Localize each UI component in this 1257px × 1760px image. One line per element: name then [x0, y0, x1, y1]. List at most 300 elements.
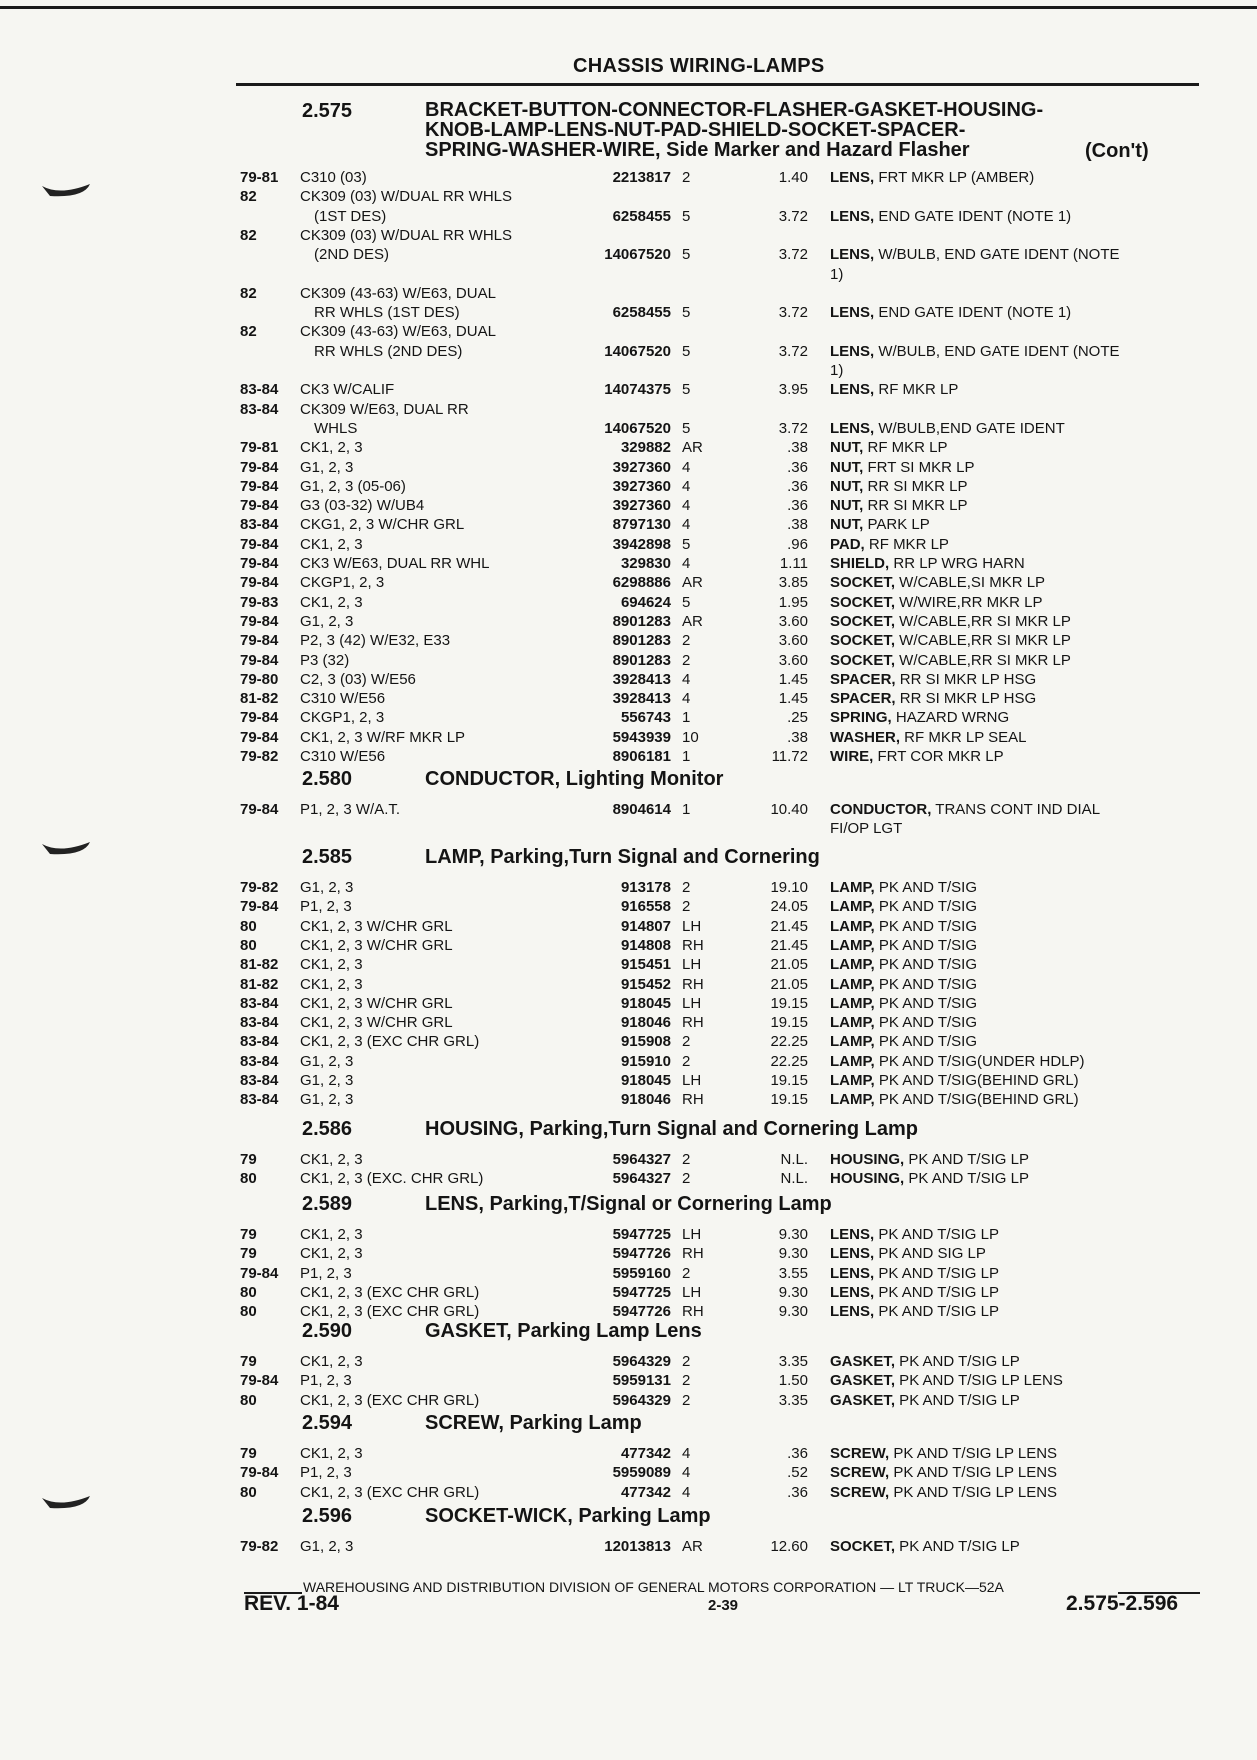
part-noun: SCREW, — [830, 1445, 890, 1462]
quantity: 4 — [682, 1483, 691, 1501]
price: 3.72 — [778, 207, 808, 225]
part-number: 12013813 — [604, 1538, 671, 1555]
part-detail: RF MKR LP — [864, 535, 949, 553]
part-number: 14067520 — [604, 419, 671, 437]
price: 1.40 — [778, 169, 808, 186]
table-row — [0, 303, 1257, 322]
year-range: 83-84 — [240, 1014, 279, 1032]
price: 19.15 — [770, 994, 808, 1012]
part-number: 918046 — [620, 1014, 671, 1032]
table-row — [0, 322, 1257, 341]
table-row — [0, 819, 1257, 838]
model-code: CK309 (43-63) W/E63, DUAL — [300, 323, 496, 341]
part-number: 916558 — [620, 898, 671, 916]
part-noun: LAMP, — [830, 1091, 875, 1109]
model-code: CK1, 2, 3 W/CHR GRL — [300, 1014, 453, 1032]
part-number: 5959131 — [612, 1372, 671, 1390]
price: 3.85 — [778, 574, 808, 592]
part-noun: HOUSING, — [830, 1170, 905, 1188]
quantity: 4 — [682, 1445, 691, 1462]
section-title-line: SPRING-WASHER-WIRE, Side Marker and Hazard Flasher — [425, 139, 970, 161]
part-number: 14074375 — [604, 381, 671, 399]
price: 3.72 — [778, 342, 808, 360]
part-noun: SOCKET, — [830, 593, 896, 611]
part-noun: LAMP, — [830, 1052, 875, 1070]
page-title: CHASSIS WIRING-LAMPS — [573, 55, 825, 77]
part-description — [830, 554, 1190, 573]
model-code: CK1, 2, 3 — [300, 593, 363, 611]
quantity: 4 — [682, 497, 691, 515]
table-row — [0, 670, 1257, 689]
table-row — [0, 1264, 1257, 1283]
quantity: 2 — [682, 632, 691, 650]
year-range: 79 — [240, 1353, 257, 1370]
section-number: 2.585 — [302, 846, 353, 868]
table-row — [0, 708, 1257, 727]
part-description — [830, 955, 1190, 974]
part-noun: GASKET, — [830, 1391, 896, 1409]
quantity: 5 — [682, 593, 691, 611]
price: 3.60 — [778, 612, 808, 630]
part-description — [830, 361, 1190, 380]
quantity: 4 — [682, 670, 691, 688]
quantity: 5 — [682, 207, 691, 225]
part-noun: SCREW, — [830, 1464, 890, 1482]
part-description — [830, 419, 1190, 438]
part-description — [830, 651, 1190, 670]
model-code: P1, 2, 3 — [300, 898, 352, 916]
part-detail: FRT MKR LP (AMBER) — [874, 169, 1035, 186]
part-number: 3928413 — [612, 690, 671, 708]
quantity: 5 — [682, 246, 691, 264]
price: 3.35 — [778, 1391, 808, 1409]
part-detail: PK AND T/SIG — [874, 917, 977, 935]
part-noun: LENS, — [830, 419, 875, 437]
part-noun: LAMP, — [830, 1033, 875, 1051]
quantity: 4 — [682, 477, 691, 495]
part-detail: RF MKR LP SEAL — [900, 728, 1027, 746]
part-description — [830, 1283, 1190, 1302]
part-detail: TRANS CONT IND DIAL — [931, 801, 1101, 818]
part-detail: PK AND T/SIG LP — [895, 1538, 1020, 1555]
part-detail: HAZARD WRNG — [891, 709, 1010, 727]
part-noun: LENS, — [830, 246, 875, 264]
model-code: P1, 2, 3 — [300, 1372, 352, 1390]
year-range: 83-84 — [240, 1072, 279, 1089]
table-row — [0, 1090, 1257, 1109]
part-number: 14067520 — [604, 342, 671, 360]
year-range: 79-83 — [240, 593, 279, 611]
year-range: 80 — [240, 1303, 257, 1321]
quantity: RH — [682, 1245, 704, 1263]
part-noun: WASHER, — [830, 728, 901, 746]
binder-hole-mark — [40, 838, 100, 860]
quantity: 4 — [682, 690, 691, 708]
price: 21.45 — [770, 936, 808, 954]
price: 22.25 — [770, 1033, 808, 1051]
model-code: CK1, 2, 3 — [300, 1245, 363, 1263]
quantity: LH — [682, 1283, 702, 1301]
part-description — [830, 819, 1190, 838]
part-detail: W/CABLE,RR SI MKR LP — [895, 651, 1071, 669]
price: 19.15 — [770, 1072, 808, 1089]
price: N.L. — [780, 1170, 808, 1188]
year-range: 79 — [240, 1226, 257, 1243]
year-range: 79-84 — [240, 555, 279, 572]
part-noun: LAMP, — [830, 994, 875, 1012]
year-range: 79-82 — [240, 1538, 279, 1555]
part-description — [830, 631, 1190, 650]
part-noun: LENS, — [830, 1303, 875, 1321]
year-range: 83-84 — [240, 1052, 279, 1070]
part-noun: WIRE, — [830, 748, 874, 765]
part-number: 5947726 — [612, 1303, 671, 1321]
model-code: C310 W/E56 — [300, 748, 386, 765]
part-detail: PK AND T/SIG LP — [874, 1283, 999, 1301]
part-detail: RR LP WRG HARN — [889, 555, 1025, 572]
part-number: 5964329 — [612, 1391, 671, 1409]
model-code: CK1, 2, 3 (EXC CHR GRL) — [300, 1283, 480, 1301]
part-number: 918045 — [620, 1072, 671, 1089]
price: .36 — [787, 458, 808, 476]
part-description — [830, 689, 1190, 708]
model-code: CK1, 2, 3 — [300, 535, 363, 553]
section-number: 2.586 — [302, 1118, 353, 1140]
part-description — [830, 1264, 1190, 1283]
price: .36 — [787, 1483, 808, 1501]
part-description — [830, 612, 1190, 631]
top-border-rule — [0, 6, 1257, 9]
year-range: 79-84 — [240, 1264, 279, 1282]
price: 3.55 — [778, 1264, 808, 1282]
table-row — [0, 438, 1257, 457]
part-description — [830, 1052, 1190, 1071]
part-description — [830, 496, 1190, 515]
year-range: 79-84 — [240, 477, 279, 495]
quantity: 4 — [682, 555, 691, 572]
part-number: 6258455 — [612, 207, 671, 225]
part-description — [830, 1391, 1190, 1410]
table-row — [0, 1302, 1257, 1321]
part-description — [830, 1352, 1190, 1371]
part-number: 5947725 — [612, 1226, 671, 1243]
part-number: 6298886 — [612, 574, 671, 592]
part-description — [830, 1537, 1190, 1556]
section-title-line: KNOB-LAMP-LENS-NUT-PAD-SHIELD-SOCKET-SPACER- — [425, 119, 966, 141]
model-code: RR WHLS (2ND DES) — [314, 342, 463, 360]
part-number: 8901283 — [612, 612, 671, 630]
quantity: 2 — [682, 1033, 691, 1051]
part-description — [830, 168, 1190, 187]
part-number: 5959089 — [612, 1464, 671, 1482]
part-description — [830, 303, 1190, 322]
part-description — [830, 265, 1190, 284]
part-number: 5943939 — [612, 728, 671, 746]
table-row — [0, 1483, 1257, 1502]
quantity: 5 — [682, 381, 691, 399]
price: 1.50 — [778, 1372, 808, 1390]
part-description — [830, 535, 1190, 554]
model-code: CKGP1, 2, 3 — [300, 574, 385, 592]
section-number: 2.596 — [302, 1505, 353, 1527]
table-row — [0, 477, 1257, 496]
model-code: P1, 2, 3 — [300, 1464, 352, 1482]
year-range: 79-84 — [240, 497, 279, 515]
part-noun: NUT, — [830, 439, 864, 457]
part-description — [830, 515, 1190, 534]
part-description — [830, 593, 1190, 612]
model-code: RR WHLS (1ST DES) — [314, 304, 460, 322]
year-range: 82 — [240, 323, 257, 341]
part-noun: SPRING, — [830, 709, 892, 727]
price: .52 — [787, 1464, 808, 1482]
part-number: 914808 — [620, 936, 671, 954]
price: 12.60 — [770, 1538, 808, 1555]
model-code: WHLS — [314, 419, 358, 437]
table-row — [0, 400, 1257, 419]
year-range: 79-82 — [240, 748, 279, 765]
part-detail: PK AND T/SIG(UNDER HDLP) — [874, 1052, 1085, 1070]
year-range: 81-82 — [240, 690, 279, 708]
table-row — [0, 419, 1257, 438]
part-number: 3942898 — [612, 535, 671, 553]
section-title: SCREW, Parking Lamp — [425, 1412, 642, 1434]
part-description — [830, 438, 1190, 457]
table-row — [0, 1052, 1257, 1071]
page-number: 2-39 — [708, 1597, 739, 1614]
part-number: 477342 — [620, 1483, 671, 1501]
price: 1.95 — [778, 593, 808, 611]
table-row — [0, 1283, 1257, 1302]
part-description — [830, 728, 1190, 747]
part-description — [830, 1150, 1190, 1169]
part-number: 3928413 — [612, 670, 671, 688]
section-title: CONDUCTOR, Lighting Monitor — [425, 768, 724, 790]
quantity: 1 — [682, 709, 691, 727]
year-range: 79-84 — [240, 612, 279, 630]
part-number: 915451 — [620, 956, 671, 974]
part-noun: NUT, — [830, 497, 864, 515]
quantity: AR — [682, 574, 703, 592]
section-title: LENS, Parking,T/Signal or Cornering Lamp — [425, 1193, 832, 1215]
model-code: CK1, 2, 3 — [300, 975, 363, 993]
model-code: CK309 (43-63) W/E63, DUAL — [300, 284, 496, 302]
price: .38 — [787, 728, 808, 746]
table-row — [0, 284, 1257, 303]
part-detail: PK AND T/SIG LP — [895, 1353, 1020, 1370]
quantity: 2 — [682, 879, 691, 896]
part-description — [830, 380, 1190, 399]
quantity: 2 — [682, 1151, 691, 1168]
part-detail: PK AND T/SIG LP — [874, 1226, 999, 1243]
part-detail: W/BULB,END GATE IDENT — [874, 419, 1065, 437]
model-code: CK1, 2, 3 — [300, 1151, 363, 1168]
title-rule — [236, 83, 1199, 86]
part-noun: SOCKET, — [830, 632, 896, 650]
model-code: CK1, 2, 3 — [300, 1226, 363, 1243]
part-detail: RR SI MKR LP HSG — [895, 670, 1037, 688]
part-description — [830, 878, 1190, 897]
part-description — [830, 975, 1190, 994]
part-number: 8906181 — [612, 748, 671, 765]
part-number: 915910 — [620, 1052, 671, 1070]
part-noun: NUT, — [830, 516, 864, 534]
quantity: RH — [682, 1091, 704, 1109]
model-code: CK1, 2, 3 — [300, 439, 363, 457]
quantity: RH — [682, 975, 704, 993]
price: 9.30 — [778, 1283, 808, 1301]
part-detail: PK AND T/SIG — [874, 975, 977, 993]
table-row — [0, 226, 1257, 245]
part-detail: RR SI MKR LP — [863, 477, 968, 495]
price: 24.05 — [770, 898, 808, 916]
part-number: 918046 — [620, 1091, 671, 1109]
part-detail: FI/OP LGT — [830, 820, 903, 838]
part-noun: CONDUCTOR, — [830, 801, 932, 818]
part-number: 918045 — [620, 994, 671, 1012]
part-description — [830, 458, 1190, 477]
part-number: 2213817 — [612, 169, 671, 186]
year-range: 80 — [240, 917, 257, 935]
part-noun: LAMP, — [830, 1072, 875, 1089]
section-number: 2.589 — [302, 1193, 353, 1215]
part-description — [830, 1071, 1190, 1090]
year-range: 79 — [240, 1445, 257, 1462]
year-range: 82 — [240, 226, 257, 244]
year-range: 80 — [240, 1391, 257, 1409]
price: 19.10 — [770, 879, 808, 896]
model-code: CK3 W/CALIF — [300, 381, 395, 399]
price: 22.25 — [770, 1052, 808, 1070]
year-range: 79-84 — [240, 709, 279, 727]
quantity: 2 — [682, 898, 691, 916]
model-code: P3 (32) — [300, 651, 350, 669]
quantity: LH — [682, 1072, 702, 1089]
model-code: P1, 2, 3 W/A.T. — [300, 801, 401, 818]
model-code: G1, 2, 3 — [300, 1072, 354, 1089]
quantity: 10 — [682, 728, 699, 746]
price: 1.45 — [778, 690, 808, 708]
model-code: C2, 3 (03) W/E56 — [300, 670, 416, 688]
quantity: LH — [682, 956, 702, 974]
part-number: 329830 — [620, 555, 671, 572]
quantity: 2 — [682, 651, 691, 669]
year-range: 80 — [240, 936, 257, 954]
year-range: 80 — [240, 1483, 257, 1501]
part-noun: LENS, — [830, 1245, 875, 1263]
price: 3.95 — [778, 381, 808, 399]
table-row — [0, 1444, 1257, 1463]
year-range: 79-84 — [240, 651, 279, 669]
year-range: 80 — [240, 1170, 257, 1188]
section-title: HOUSING, Parking,Turn Signal and Cornering Lamp — [425, 1118, 919, 1140]
part-detail: PK AND T/SIG(BEHIND GRL) — [874, 1072, 1079, 1089]
price: 21.45 — [770, 917, 808, 935]
part-description — [830, 936, 1190, 955]
part-detail: PK AND T/SIG — [874, 879, 977, 896]
table-row — [0, 1463, 1257, 1482]
year-range: 79 — [240, 1245, 257, 1263]
table-row — [0, 897, 1257, 916]
part-noun: SOCKET, — [830, 612, 896, 630]
model-code: P1, 2, 3 — [300, 1264, 352, 1282]
part-number: 8904614 — [612, 801, 671, 818]
table-row — [0, 1032, 1257, 1051]
price: 3.72 — [778, 419, 808, 437]
year-range: 79-84 — [240, 898, 279, 916]
part-number: 5964327 — [612, 1170, 671, 1188]
model-code: CK1, 2, 3 (EXC. CHR GRL) — [300, 1170, 484, 1188]
quantity: 1 — [682, 748, 691, 765]
part-detail: PK AND T/SIG LP LENS — [889, 1445, 1058, 1462]
table-row — [0, 535, 1257, 554]
model-code: G1, 2, 3 — [300, 879, 354, 896]
table-row — [0, 1013, 1257, 1032]
part-noun: SOCKET, — [830, 651, 896, 669]
part-number: 556743 — [620, 709, 671, 727]
footer-division-text: WAREHOUSING AND DISTRIBUTION DIVISION OF GENERAL MOTORS CORPORATION — LT TRUCK—52A — [303, 1579, 1004, 1595]
price: 3.60 — [778, 632, 808, 650]
part-number: 5947725 — [612, 1283, 671, 1301]
year-range: 83-84 — [240, 1091, 279, 1109]
table-row — [0, 573, 1257, 592]
quantity: AR — [682, 439, 703, 457]
year-range: 81-82 — [240, 956, 279, 974]
price: 19.15 — [770, 1091, 808, 1109]
model-code: CKG1, 2, 3 W/CHR GRL — [300, 516, 465, 534]
part-number: 5959160 — [612, 1264, 671, 1282]
part-noun: GASKET, — [830, 1353, 896, 1370]
model-code: CK1, 2, 3 W/RF MKR LP — [300, 728, 466, 746]
part-number: 6258455 — [612, 304, 671, 322]
quantity: AR — [682, 1538, 703, 1555]
part-description — [830, 207, 1190, 226]
table-row — [0, 554, 1257, 573]
table-row — [0, 1537, 1257, 1556]
quantity: RH — [682, 936, 704, 954]
section-number: 2.590 — [302, 1320, 353, 1342]
model-code: CK3 W/E63, DUAL RR WHL — [300, 555, 490, 572]
quantity: 2 — [682, 1372, 691, 1390]
year-range: 79-84 — [240, 535, 279, 553]
year-range: 83-84 — [240, 516, 279, 534]
table-row — [0, 1244, 1257, 1263]
model-code: CK309 W/E63, DUAL RR — [300, 400, 469, 418]
price: 10.40 — [770, 801, 808, 818]
part-noun: LENS, — [830, 1226, 875, 1243]
part-noun: LAMP, — [830, 975, 875, 993]
section-title: LAMP, Parking,Turn Signal and Cornering — [425, 846, 820, 868]
price: 3.72 — [778, 246, 808, 264]
part-number: 915908 — [620, 1033, 671, 1051]
price: 3.72 — [778, 304, 808, 322]
quantity: 2 — [682, 1264, 691, 1282]
model-code: G1, 2, 3 — [300, 1538, 354, 1555]
year-range: 79-84 — [240, 574, 279, 592]
price: .38 — [787, 516, 808, 534]
quantity: 5 — [682, 419, 691, 437]
quantity: RH — [682, 1014, 704, 1032]
part-detail: FRT COR MKR LP — [873, 748, 1004, 765]
part-description — [830, 1013, 1190, 1032]
part-noun: PAD, — [830, 535, 865, 553]
table-row — [0, 1071, 1257, 1090]
part-number: 915452 — [620, 975, 671, 993]
part-detail: W/BULB, END GATE IDENT (NOTE — [874, 246, 1120, 264]
price: 21.05 — [770, 975, 808, 993]
year-range: 79-84 — [240, 1372, 279, 1390]
table-row — [0, 342, 1257, 361]
